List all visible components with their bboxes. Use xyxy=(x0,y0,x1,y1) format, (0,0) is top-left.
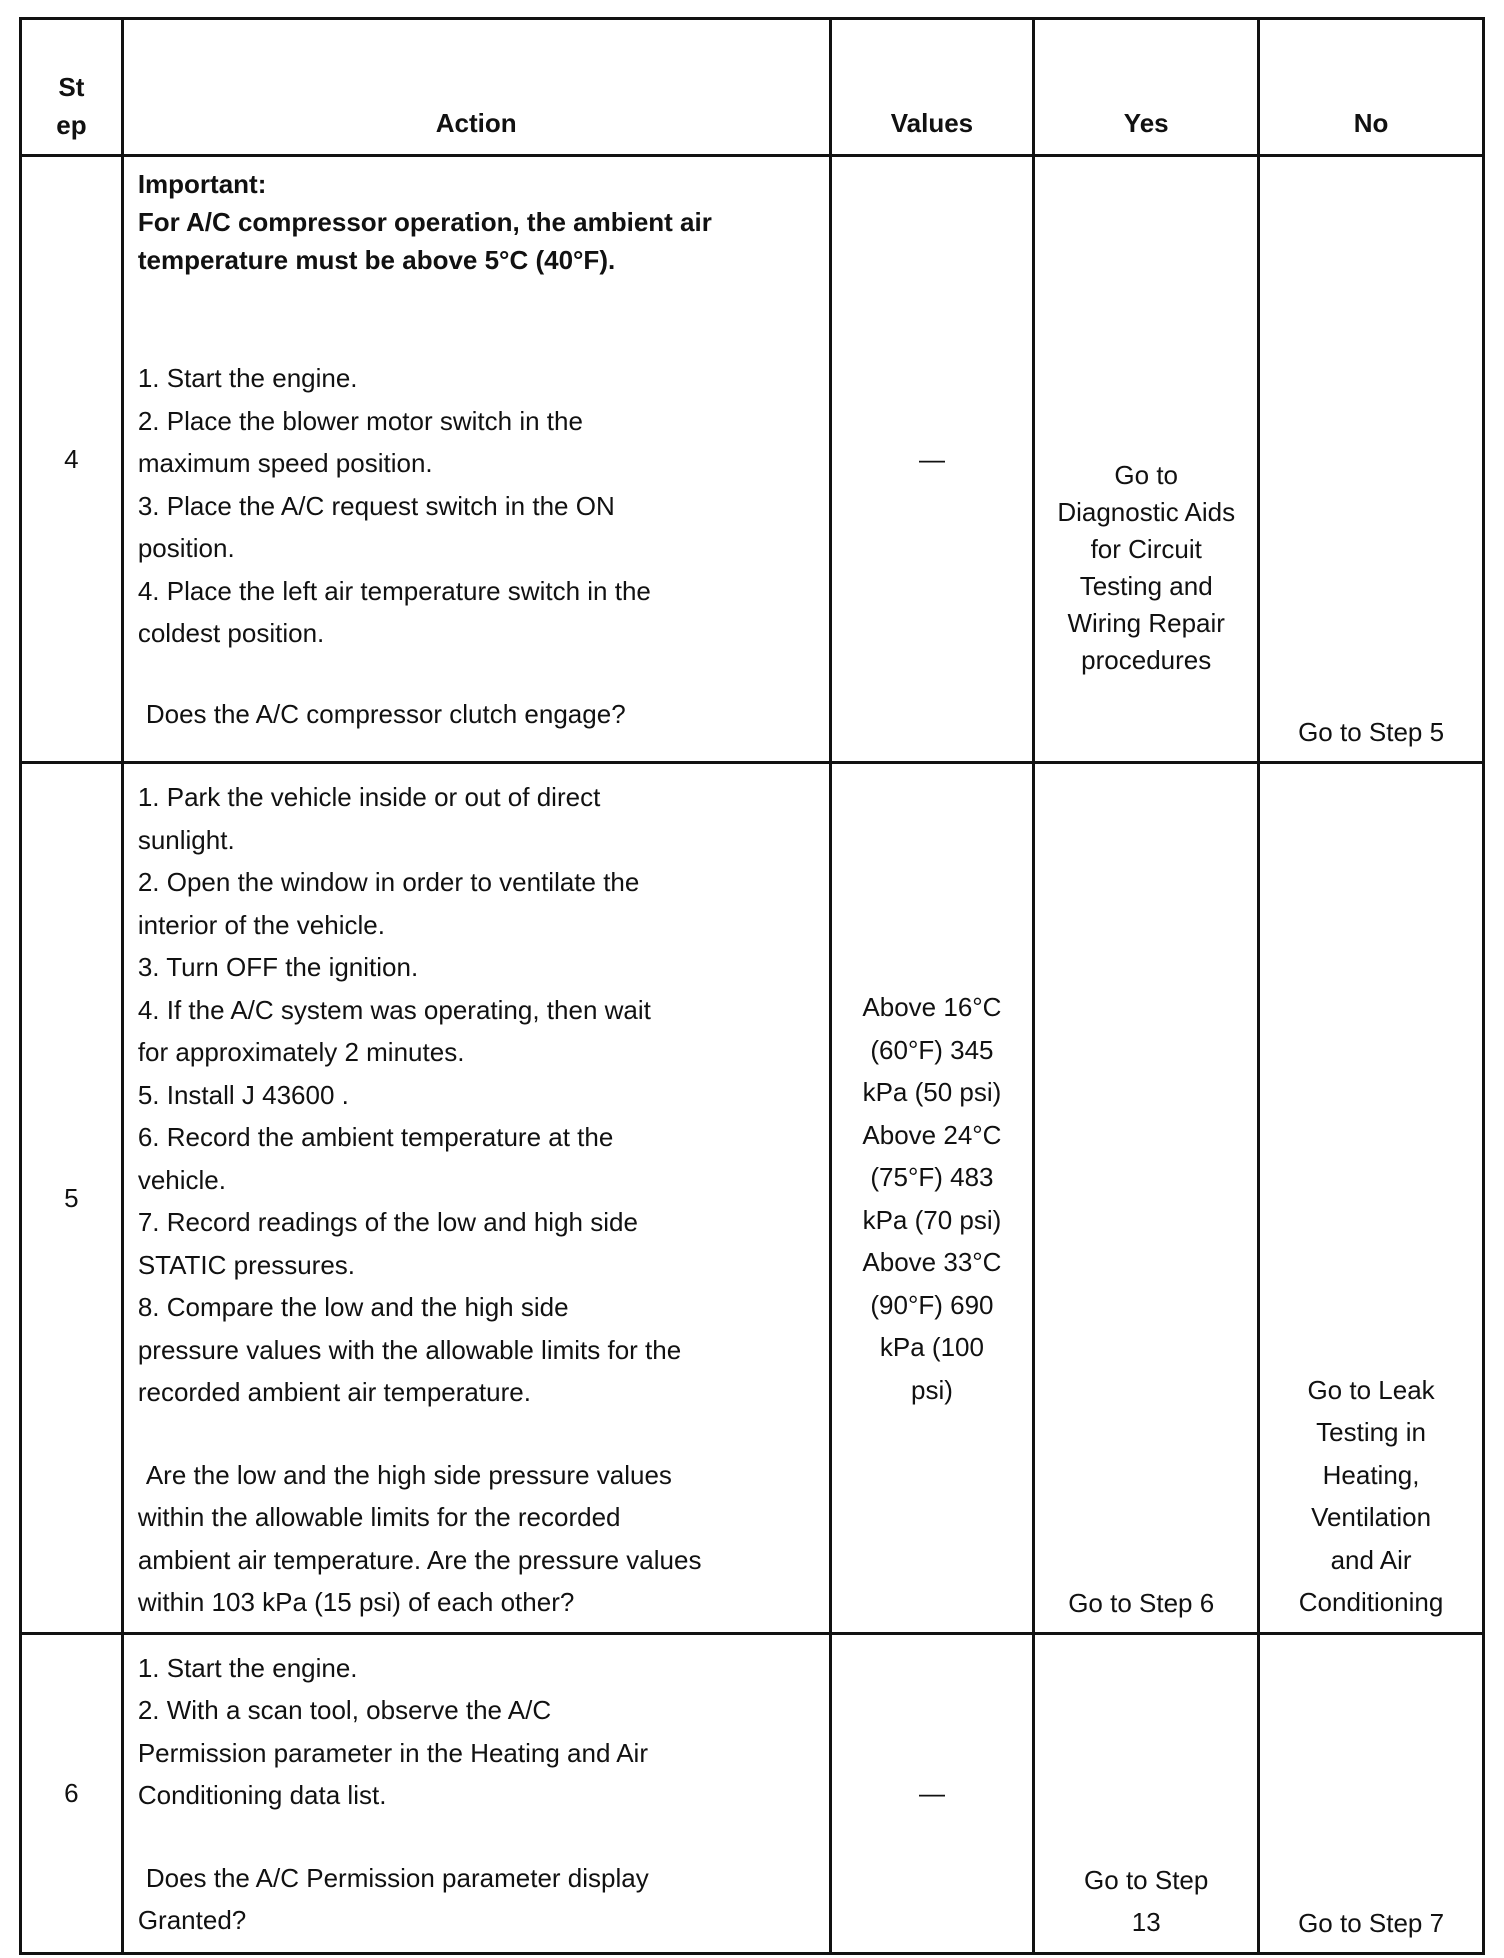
list-item: 7. Record readings of the low and high side xyxy=(137,1207,638,1237)
list-item: coldest position. xyxy=(137,618,325,648)
list-item: STATIC pressures. xyxy=(137,1249,356,1280)
list-item: 2. With a scan tool, observe the A/C xyxy=(137,1695,552,1725)
yes-line: Go to xyxy=(1114,460,1178,490)
header-no: No xyxy=(1259,19,1484,156)
header-step xyxy=(21,19,123,156)
table-row-step-4 xyxy=(21,156,1484,763)
question-text: Does the A/C compressor clutch engage? xyxy=(145,698,626,729)
values-line: Above 16°C xyxy=(862,992,1002,1022)
yes-line: procedures xyxy=(1081,645,1212,675)
list-item: vehicle. xyxy=(137,1164,226,1195)
values-line: (90°F) 690 xyxy=(870,1289,994,1320)
list-item: 1. Start the engine. xyxy=(137,1652,358,1683)
no-text: Go to Step 5 xyxy=(1298,717,1445,747)
no-cell xyxy=(1259,1633,1484,1953)
important-label: Important: xyxy=(137,169,267,199)
question-text xyxy=(138,1454,815,1624)
list-item: for approximately 2 minutes. xyxy=(137,1037,465,1067)
yes-line: Diagnostic Aids xyxy=(1057,497,1236,527)
values-line: psi) xyxy=(911,1374,953,1405)
header-step-line2: ep xyxy=(56,110,87,140)
values-cell: — xyxy=(830,156,1034,763)
values-cell xyxy=(830,763,1034,1634)
list-item: 2. Place the blower motor switch in the xyxy=(137,405,583,436)
no-line: Go to Leak xyxy=(1307,1374,1435,1405)
action-cell xyxy=(122,156,830,763)
yes-line: Wiring Repair xyxy=(1067,608,1225,638)
table-row-step-5 xyxy=(21,763,1484,1634)
values-line: (60°F) 345 xyxy=(870,1034,994,1065)
no-line: Conditioning xyxy=(1298,1587,1444,1617)
list-item: 4. If the A/C system was operating, then wait xyxy=(137,994,651,1025)
list-item: 4. Place the left air temperature switch in the xyxy=(137,575,651,606)
table-row-step-6 xyxy=(21,1633,1484,1953)
list-item: maximum speed position. xyxy=(137,448,433,478)
question-line: Granted? xyxy=(137,1905,247,1935)
list-item: interior of the vehicle. xyxy=(137,909,385,940)
step-number: 4 xyxy=(21,156,123,763)
action-steps xyxy=(138,776,815,1414)
list-item: 3. Turn OFF the ignition. xyxy=(137,952,419,982)
list-item: position. xyxy=(137,533,235,563)
list-item: 6. Record the ambient temperature at the xyxy=(137,1122,614,1152)
values-line: Above 33°C xyxy=(862,1247,1002,1277)
no-line: Heating, xyxy=(1322,1459,1420,1490)
yes-cell xyxy=(1034,156,1259,763)
header-step-line1: St xyxy=(58,72,85,102)
yes-cell xyxy=(1034,1633,1259,1953)
yes-line: Go to Step xyxy=(1084,1864,1209,1895)
list-item: Permission parameter in the Heating and Air xyxy=(137,1737,648,1768)
no-text: Go to Step 7 xyxy=(1298,1907,1445,1938)
values-cell: — xyxy=(830,1633,1034,1953)
list-item: 1. Start the engine. xyxy=(137,363,358,393)
header-values: Values xyxy=(830,19,1034,156)
question-line: within the allowable limits for the recorded xyxy=(137,1502,621,1532)
yes-cell xyxy=(1034,763,1259,1634)
header-yes: Yes xyxy=(1034,19,1259,156)
yes-line: Testing and xyxy=(1079,571,1213,601)
list-item: 5. Install J 43600 . xyxy=(137,1079,349,1110)
values-line: (75°F) 483 xyxy=(870,1162,994,1192)
no-line: and Air xyxy=(1330,1544,1412,1575)
yes-text: Go to Step 6 xyxy=(1068,1587,1215,1618)
question-line: Are the low and the high side pressure values xyxy=(145,1459,672,1490)
no-cell xyxy=(1259,763,1484,1634)
question-text xyxy=(138,1857,815,1942)
yes-line: for Circuit xyxy=(1090,534,1202,564)
question-line: within 103 kPa (15 psi) of each other? xyxy=(137,1587,575,1617)
no-cell xyxy=(1259,156,1484,763)
header-action: Action xyxy=(122,19,830,156)
action-steps xyxy=(138,1647,815,1817)
yes-line: 13 xyxy=(1131,1907,1161,1937)
values-line: kPa (100 xyxy=(879,1332,984,1362)
values-line: kPa (50 psi) xyxy=(862,1077,1002,1107)
list-item: 3. Place the A/C request switch in the ON xyxy=(137,490,615,521)
diagnostic-table xyxy=(19,17,1485,1955)
no-line: Ventilation xyxy=(1311,1502,1432,1532)
important-note-line1: For A/C compressor operation, the ambient air xyxy=(137,207,712,237)
action-steps xyxy=(138,357,815,655)
action-cell xyxy=(122,763,830,1634)
question-line: Does the A/C Permission parameter display xyxy=(145,1862,649,1893)
values-line: Above 24°C xyxy=(862,1119,1002,1150)
action-cell xyxy=(122,1633,830,1953)
question-line: ambient air temperature. Are the pressure values xyxy=(137,1544,702,1575)
list-item: sunlight. xyxy=(137,824,235,855)
list-item: recorded ambient air temperature. xyxy=(137,1377,531,1407)
important-note-line2: temperature must be above 5°C (40°F). xyxy=(137,245,616,275)
list-item: Conditioning data list. xyxy=(137,1780,387,1810)
list-item: 8. Compare the low and the high side xyxy=(137,1292,569,1322)
list-item: pressure values with the allowable limits for the xyxy=(137,1334,682,1365)
list-item: 2. Open the window in order to ventilate the xyxy=(137,867,640,897)
step-number: 5 xyxy=(21,763,123,1634)
header-row xyxy=(21,19,1484,156)
no-line: Testing in xyxy=(1316,1417,1426,1447)
values-line: kPa (70 psi) xyxy=(862,1204,1002,1235)
step-number: 6 xyxy=(21,1633,123,1953)
list-item: 1. Park the vehicle inside or out of direct xyxy=(137,782,601,812)
